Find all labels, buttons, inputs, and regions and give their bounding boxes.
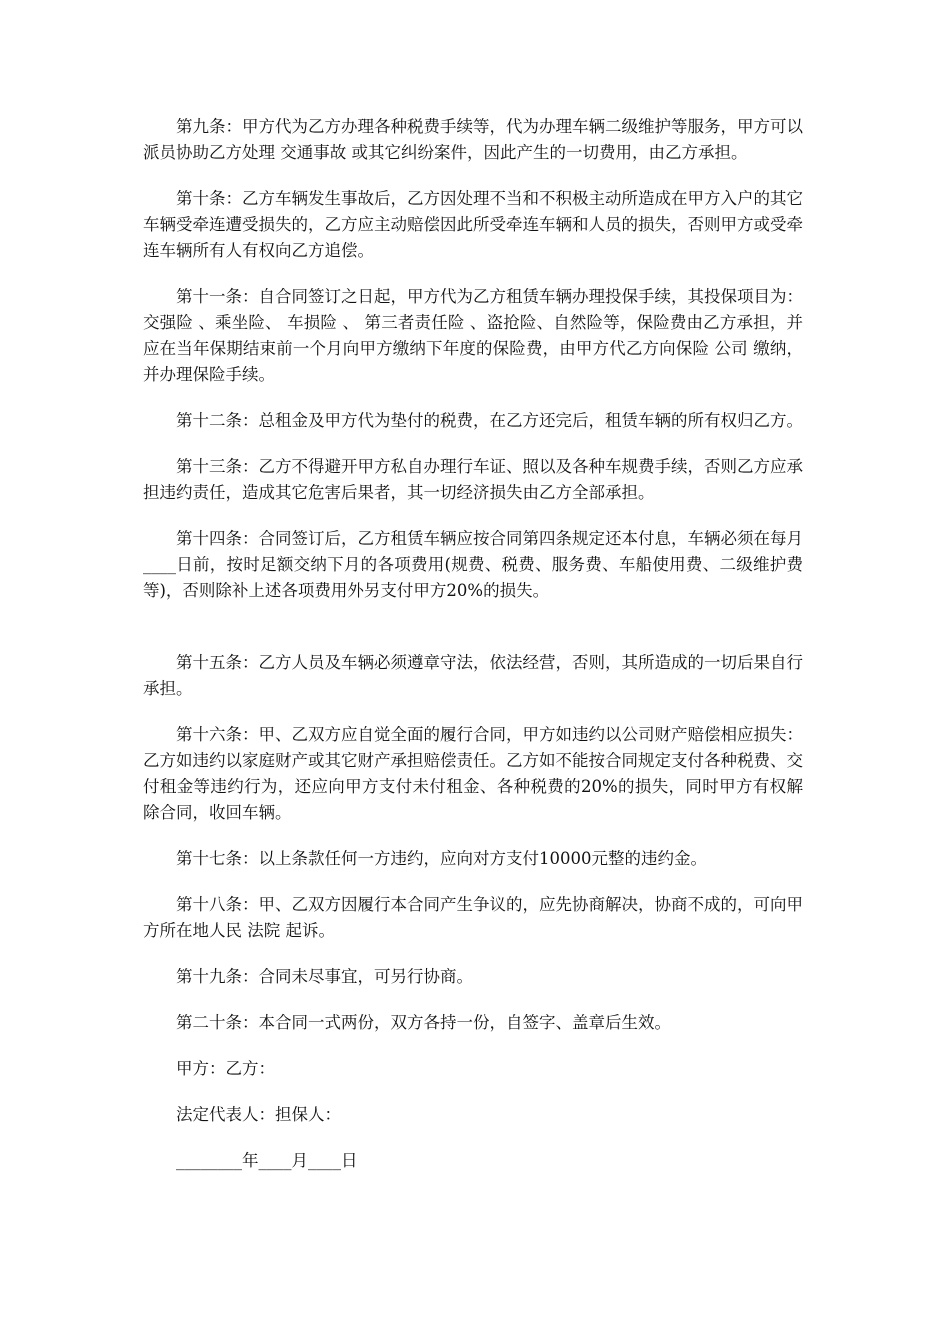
clause-11: 第十一条：自合同签订之日起，甲方代为乙方租赁车辆办理投保手续，其投保项目为： 交强险 、乘坐险、 车损险 、 第三者责任险 、盗抢险、自然险等，保险费由乙方承担，并应在当年保期结束前一个月向甲方缴纳下年度的保险费，由甲方代乙方向保险 公司 缴纳，并办理保险手续。 xyxy=(143,287,803,384)
clause-17: 第十七条：以上条款任何一方违约，应向对方支付10000元整的违约金。 xyxy=(176,849,707,868)
clause-19: 第十九条：合同未尽事宜，可另行协商。 xyxy=(176,967,473,986)
clause-12: 第十二条：总租金及甲方代为垫付的税费，在乙方还完后，租赁车辆的所有权归乙方。 xyxy=(176,411,803,430)
representatives-line: 法定代表人：担保人： xyxy=(176,1105,341,1124)
parties-line: 甲方：乙方： xyxy=(176,1059,275,1078)
clause-16: 第十六条：甲、乙双方应自觉全面的履行合同，甲方如违约以公司财产赔偿相应损失：乙方如违约以家庭财产或其它财产承担赔偿责任。乙方如不能按合同规定支付各种税费、交付租金等违约行为，还应向甲方支付未付租金、各种税费的20%的损失，同时甲方有权解除合同，收回车辆。 xyxy=(143,725,803,822)
clause-9: 第九条：甲方代为乙方办理各种税费手续等，代为办理车辆二级维护等服务，甲方可以派员协助乙方处理 交通事故 或其它纠纷案件，因此产生的一切费用，由乙方承担。 xyxy=(143,117,803,162)
clause-18: 第十八条：甲、乙双方因履行本合同产生争议的，应先协商解决，协商不成的，可向甲方所在地人民 法院 起诉。 xyxy=(143,895,803,940)
clause-10: 第十条：乙方车辆发生事故后，乙方因处理不当和不积极主动所造成在甲方入户的其它车辆受牵连遭受损失的，乙方应主动赔偿因此所受牵连车辆和人员的损失，否则甲方或受牵连车辆所有人有权向乙方追偿。 xyxy=(143,189,803,260)
contract-body xyxy=(143,114,803,1194)
clause-14: 第十四条：合同签订后，乙方租赁车辆应按合同第四条规定还本付息，车辆必须在每月____日前，按时足额交纳下月的各项费用(规费、税费、服务费、车船使用费、二级维护费等)，否则除补上述各项费用外另支付甲方20%的损失。 xyxy=(143,529,803,600)
clause-15: 第十五条：乙方人员及车辆必须遵章守法，依法经营，否则，其所造成的一切后果自行承担。 xyxy=(143,653,803,698)
clause-20: 第二十条：本合同一式两份，双方各持一份，自签字、盖章后生效。 xyxy=(176,1013,671,1032)
date-line: ________年____月____日 xyxy=(176,1151,358,1170)
clause-13: 第十三条：乙方不得避开甲方私自办理行车证、照以及各种车规费手续，否则乙方应承担违约责任，造成其它危害后果者，其一切经济损失由乙方全部承担。 xyxy=(143,457,803,502)
